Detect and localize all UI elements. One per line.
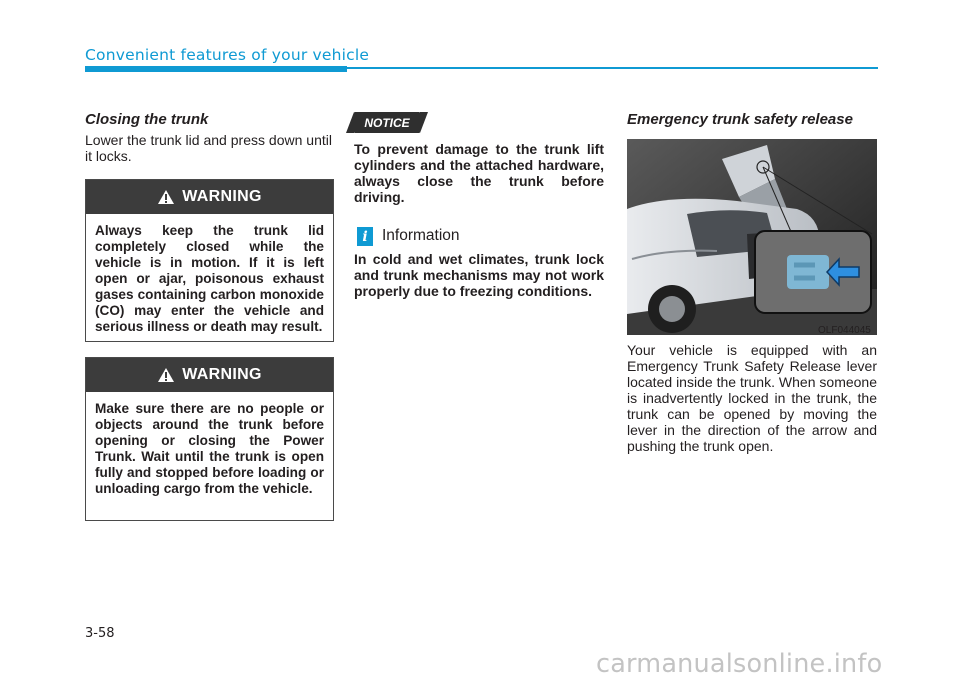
warning-triangle-icon	[157, 367, 175, 383]
trunk-photo-illustration	[627, 139, 877, 335]
header-rule-accent	[85, 66, 347, 72]
warning-triangle-icon	[157, 189, 175, 205]
page-number: 3-58	[85, 626, 115, 641]
information-title: Information	[382, 227, 460, 244]
warning-header-2	[86, 358, 333, 392]
emergency-release-text: Your vehicle is equipped with an Emergency Trunk Safety Release lever located inside the trunk. When someone is inadvertently locked in the trunk, the trunk can be opened by moving the lever in the direction of the arrow and pushing the trunk open.	[627, 342, 877, 454]
trunk-release-photo	[627, 139, 877, 335]
notice-tag: NOTICE	[354, 112, 420, 133]
warning-label-2: WARNING	[182, 366, 262, 383]
image-code: OLF044045	[818, 325, 871, 336]
closing-trunk-text: Lower the trunk lid and press down until it locks.	[85, 132, 332, 164]
warning-text-1: Always keep the trunk lid completely closed while the vehicle is in motion. If it is left open or ajar, poisonous exhaust gases containing carbon monoxide (CO) may enter the vehicle and serious illness or death may result.	[95, 223, 324, 334]
warning-box-1	[85, 179, 334, 342]
info-icon: i	[357, 227, 373, 246]
closing-trunk-heading: Closing the trunk	[85, 111, 209, 128]
notice-text: To prevent damage to the trunk lift cylinders and the attached hardware, always close the trunk before driving.	[354, 141, 604, 205]
warning-text-2: Make sure there are no people or objects around the trunk before opening or closing the Power Trunk. Wait until the trunk is open fully and stopped before loading or unloading cargo from the vehicle.	[95, 401, 324, 496]
information-text: In cold and wet climates, trunk lock and trunk mechanisms may not work properly due to freezing conditions.	[354, 251, 604, 299]
warning-box-2	[85, 357, 334, 521]
section-title: Convenient features of your vehicle	[85, 46, 370, 64]
warning-header-1	[86, 180, 333, 214]
emergency-release-heading: Emergency trunk safety release	[627, 111, 853, 128]
warning-label-1: WARNING	[182, 188, 262, 205]
watermark: carmanualsonline.info	[596, 649, 883, 679]
